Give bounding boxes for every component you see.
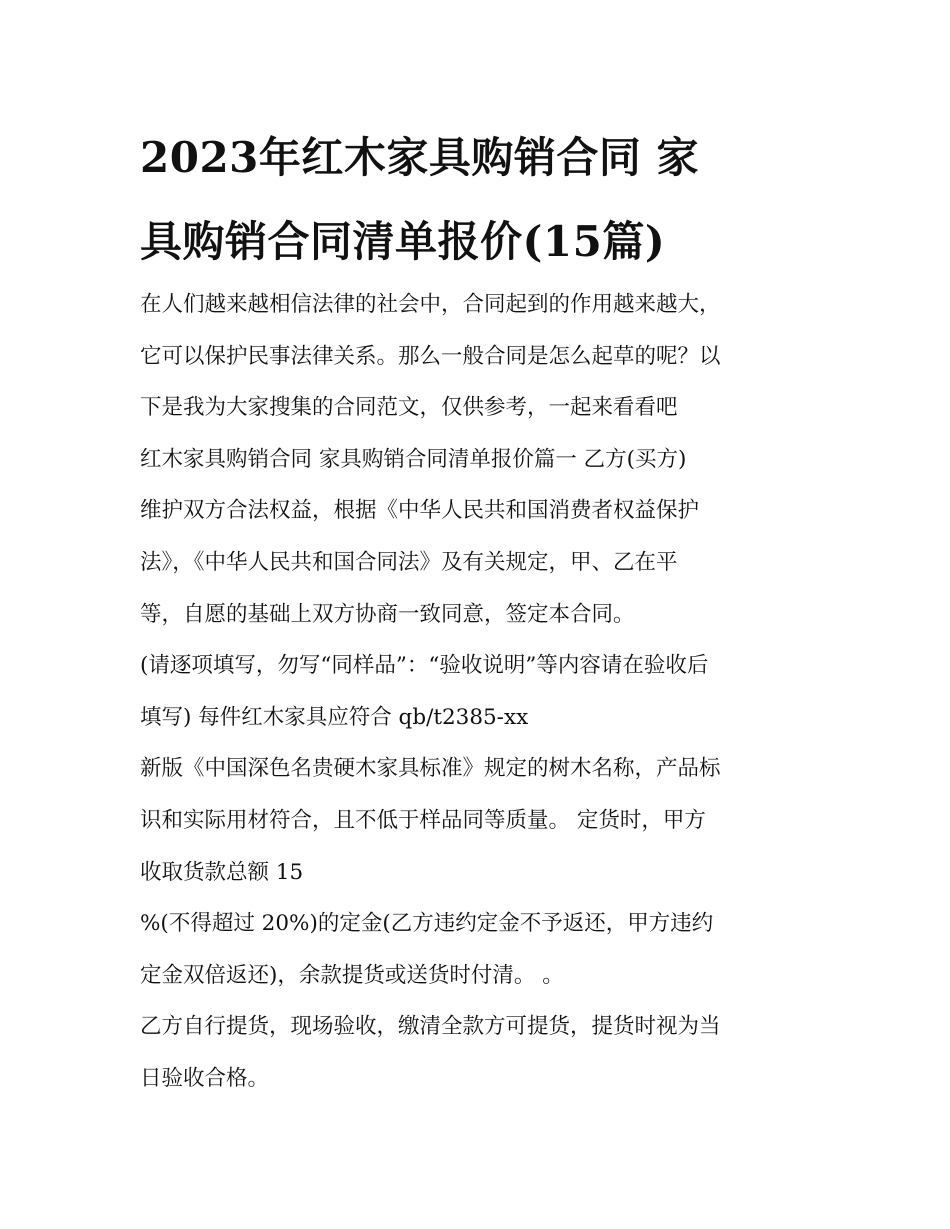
document-title	[140, 116, 820, 284]
body-line: 维护双方合法权益，根据《中华人民共和国消费者权益保护	[140, 498, 700, 524]
body-line: 新版《中国深色名贵硬木家具标准》规定的树木名称，产品标	[140, 756, 721, 782]
body-line: 定金双倍返还)，余款提货或送货时付清。 。	[140, 962, 564, 988]
body-line: 等，自愿的基础上双方协商一致同意，签定本合同。	[140, 601, 635, 627]
body-line: 收取货款总额 15	[140, 859, 304, 885]
body-line: 日验收合格。	[140, 1065, 270, 1091]
body-line: 红木家具购销合同 家具购销合同清单报价篇一 乙方(买方)	[140, 446, 687, 472]
body-line: 乙方自行提货，现场验收，缴清全款方可提货，提货时视为当	[140, 1014, 721, 1040]
document-body	[140, 279, 830, 1105]
body-line: 下是我为大家搜集的合同范文，仅供参考，一起来看看吧	[140, 395, 678, 421]
body-line: %(不得超过 20%)的定金(乙方违约定金不予返还，甲方违约	[140, 911, 714, 937]
body-line: (请逐项填写，勿写“同样品”：“验收说明”等内容请在验收后	[140, 653, 709, 679]
body-line: 填写) 每件红木家具应符合 qb/t2385-xx	[140, 704, 529, 730]
body-line: 识和实际用材符合，且不低于样品同等质量。 定货时，甲方	[140, 807, 706, 833]
body-line: 在人们越来越相信法律的社会中，合同起到的作用越来越大，	[140, 292, 721, 317]
body-line: 法》，《中华人民共和国合同法》及有关规定，甲、乙在平	[140, 549, 678, 575]
title-line: 2023年红木家具购销合同 家	[140, 133, 700, 182]
body-line: 它可以保护民事法律关系。那么一般合同是怎么起草的呢？以	[140, 343, 721, 369]
title-line: 具购销合同清单报价(15篇)	[140, 217, 666, 266]
